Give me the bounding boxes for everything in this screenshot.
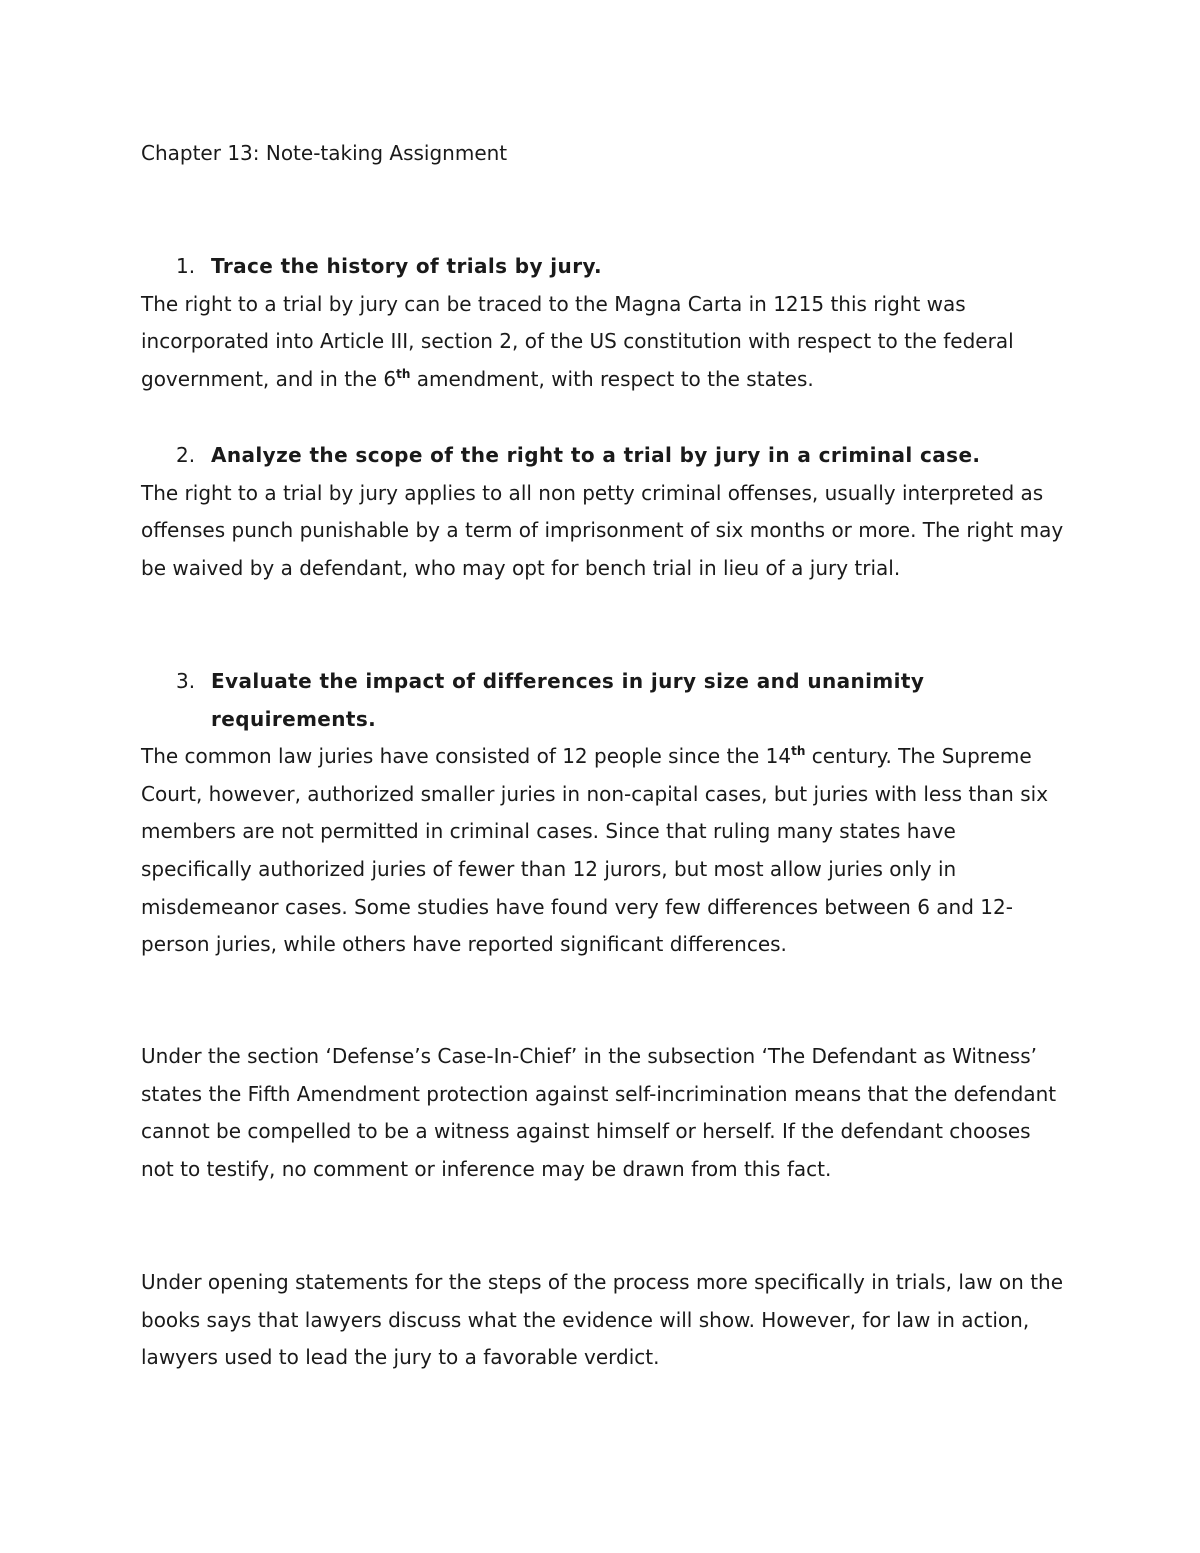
- document-title: Chapter 13: Note-taking Assignment: [141, 141, 508, 165]
- question-heading: [141, 663, 1066, 738]
- paragraph-defense-case: [141, 1038, 1066, 1188]
- question-3: [141, 663, 1066, 964]
- paragraph-opening-statements: [141, 1264, 1066, 1377]
- answer-text: amendment, with respect to the states.: [410, 366, 814, 391]
- answer-paragraph: [141, 738, 1066, 964]
- answer-text: The common law juries have consisted of 12 people since the 14: [141, 744, 792, 769]
- answer-paragraph: [141, 286, 1066, 399]
- question-number: 1.: [176, 254, 196, 278]
- superscript: th: [791, 744, 806, 759]
- question-number: 3.: [176, 669, 196, 693]
- question-text: Analyze the scope of the right to a trial by jury in a criminal case.: [211, 443, 981, 467]
- question-text: Trace the history of trials by jury.: [211, 254, 603, 278]
- answer-paragraph: The right to a trial by jury applies to all non petty criminal offenses, usually interpreted as offenses punch punishable by a term of imprisonment of six months or more. The right may be waived by a defendant, who may opt for bench trial in lieu of a jury trial.: [141, 480, 1064, 580]
- question-number: 2.: [176, 443, 196, 467]
- question-heading: [141, 248, 1066, 286]
- question-1: [141, 248, 1066, 398]
- question-text: Evaluate the impact of differences in jury size and unanimity requirements.: [211, 669, 925, 731]
- superscript: th: [396, 366, 411, 381]
- answer-text: The right to a trial by jury can be traced to the Magna Carta in 1215 this right was incorporated into Article III, section 2, of the US constitution with respect to the federal government, and in the 6: [141, 291, 1014, 391]
- body-paragraph: Under the section ‘Defense’s Case-In-Chief’ in the subsection ‘The Defendant as Witness’ states the Fifth Amendment protection against self-incrimination means that the defendant cannot be compelled to be a witness against himself or herself. If the defendant chooses not to testify, no comment or inference may be drawn from this fact.: [141, 1044, 1057, 1181]
- answer-text: century. The Supreme Court, however, authorized smaller juries in non-capital cases, but juries with less than six members are not permitted in criminal cases. Since that ruling many states have specifically authorized juries of fewer than 12 jurors, but most allow juries only in misdemeanor cases. Some studies have found very few differences between 6 and 12-person juries, while others have reported significant differences.: [141, 744, 1049, 957]
- question-heading: [141, 437, 1066, 475]
- question-2: [141, 437, 1066, 587]
- body-paragraph: Under opening statements for the steps of the process more specifically in trials, law on the books says that lawyers discuss what the evidence will show. However, for law in action, lawyers used to lead the jury to a favorable verdict.: [141, 1270, 1064, 1370]
